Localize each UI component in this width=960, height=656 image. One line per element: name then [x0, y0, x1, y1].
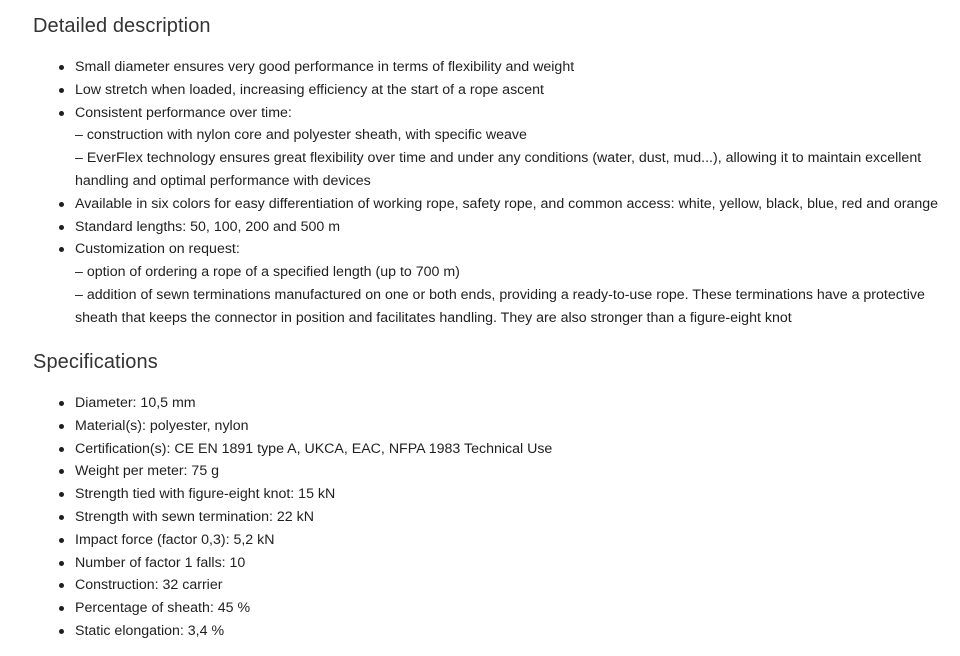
bullet-icon — [59, 88, 64, 93]
spec-item-text: Material(s): polyester, nylon — [75, 417, 249, 434]
bullet-icon — [59, 401, 64, 406]
spec-item-text: Percentage of sheath: 45 % — [75, 600, 251, 617]
spec-item — [57, 597, 952, 620]
spec-item-text: Weight per meter: 75 g — [75, 463, 220, 480]
description-item-text: Available in six colors for easy differentiation of working rope, safety rope, and common access: white, yellow, black, blue, red and orange — [75, 195, 939, 212]
bullet-icon — [59, 561, 64, 566]
spec-item-text: Strength tied with figure-eight knot: 15 kN — [75, 486, 336, 503]
spec-item-text: Diameter: 10,5 mm — [75, 395, 196, 411]
bullet-icon — [59, 538, 64, 543]
detailed-description-list — [57, 56, 952, 330]
spec-item — [57, 438, 952, 461]
bullet-icon — [59, 447, 64, 452]
description-item-text: Low stretch when loaded, increasing efficiency at the start of a rope ascent — [75, 81, 544, 98]
spec-item — [57, 460, 952, 483]
bullet-icon — [59, 202, 64, 207]
spec-item — [57, 574, 952, 597]
description-item-text: Standard lengths: 50, 100, 200 and 500 m — [75, 218, 341, 235]
specifications-heading: Specifications — [33, 351, 158, 373]
spec-item — [57, 392, 952, 415]
spec-item — [57, 415, 952, 438]
spec-item-text: Impact force (factor 0,3): 5,2 kN — [75, 531, 275, 548]
spec-item — [57, 506, 952, 529]
description-item — [57, 102, 952, 193]
bullet-icon — [59, 629, 64, 634]
description-sub-item: – EverFlex technology ensures great flexibility over time and under any conditions (water, dust, mud...), allowing it to maintain excellent handling and optimal performance with devices — [75, 150, 922, 189]
description-item — [57, 216, 952, 239]
bullet-icon — [59, 469, 64, 474]
description-item-text: Customization on request: — [75, 241, 240, 258]
bullet-icon — [59, 492, 64, 497]
bullet-icon — [59, 65, 64, 70]
description-item — [57, 238, 952, 329]
description-item — [57, 193, 952, 216]
description-item — [57, 79, 952, 102]
spec-item — [57, 620, 952, 643]
description-item — [57, 56, 952, 79]
bullet-icon — [59, 111, 64, 116]
spec-item-text: Certification(s): CE EN 1891 type A, UKCA, EAC, NFPA 1983 Technical Use — [75, 440, 553, 457]
bullet-icon — [59, 225, 64, 230]
spec-item-text: Static elongation: 3,4 % — [75, 622, 225, 639]
bullet-icon — [59, 424, 64, 429]
spec-item-text: Number of factor 1 falls: 10 — [75, 554, 246, 571]
spec-item-text: Construction: 32 carrier — [75, 577, 223, 594]
bullet-icon — [59, 583, 64, 588]
description-sub-item: – option of ordering a rope of a specified length (up to 700 m) — [75, 264, 460, 281]
bullet-icon — [59, 515, 64, 520]
bullet-icon — [59, 606, 64, 611]
description-sub-item: – construction with nylon core and polyester sheath, with specific weave — [75, 127, 527, 144]
description-item-text: Consistent performance over time: — [75, 104, 292, 121]
detailed-description-heading: Detailed description — [33, 15, 211, 37]
specifications-list — [57, 392, 952, 643]
description-sub-item: – addition of sewn terminations manufactured on one or both ends, providing a ready-to-use rope. These terminations have a protective sheath that keeps the connector in position and facilitates handling. They are also stronger than a figure-eight knot — [75, 286, 925, 326]
spec-item — [57, 552, 952, 575]
description-item-text: Small diameter ensures very good performance in terms of flexibility and weight — [75, 59, 575, 75]
spec-item-text: Strength with sewn termination: 22 kN — [75, 508, 314, 525]
spec-item — [57, 483, 952, 506]
spec-item — [57, 529, 952, 552]
bullet-icon — [59, 247, 64, 252]
